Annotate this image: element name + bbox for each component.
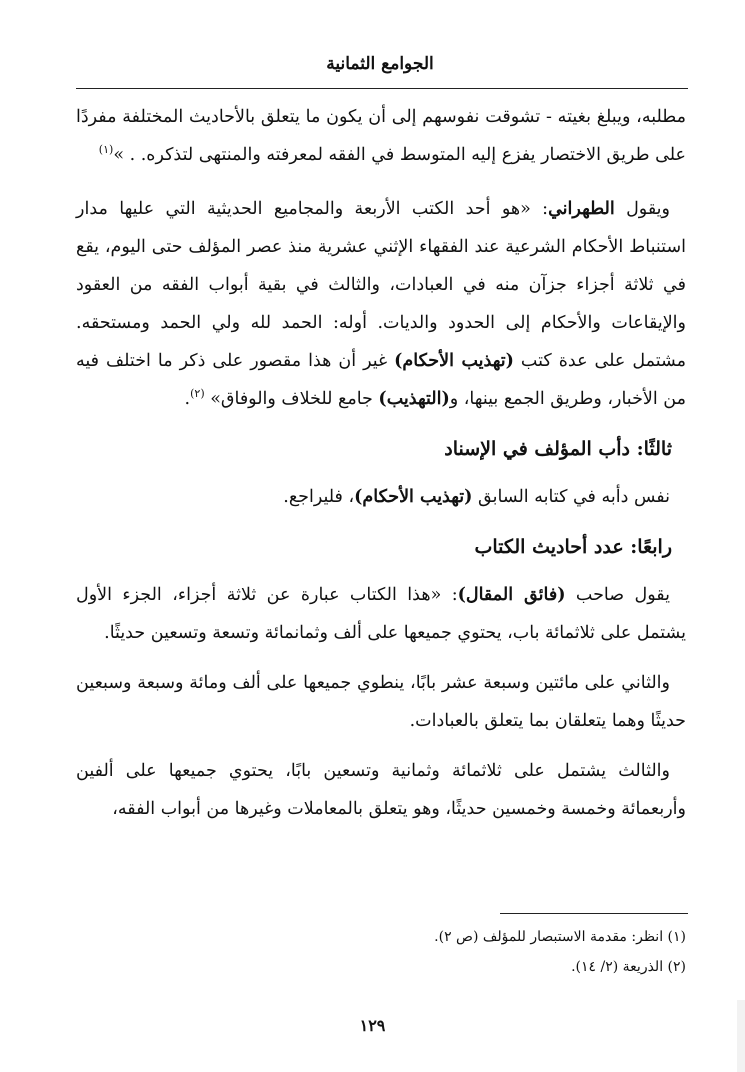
section-heading-isnad: ثالثًا: دأب المؤلف في الإسناد	[444, 438, 672, 460]
paragraph-text: : «هذا الكتاب عبارة عن ثلاثة أجزاء، الجزء الأول يشتمل على ثلاثمائة باب، يحتوي جميعها على ألف وثمانمائة وتسعة وتسعين حديثًا.	[76, 585, 686, 643]
paragraph-lead: ويقول	[626, 199, 670, 219]
book-title: (التهذيب)	[378, 389, 450, 409]
paragraph-third-part: والثالث يشتمل على ثلاثمائة وثمانية وتسعين بابًا، يحتوي جميعها على ألفين وأربعمائة وخمسة وخمسين حديثًا، وهو يتعلق بالمعاملات وغيرها من أبواب الفقه،	[76, 761, 686, 819]
paragraph-tehrani: ويقول الطهراني: «هو أحد الكتب الأربعة والمجاميع الحديثية التي عليها مدار استنباط الأحكام الشرعية عند الفقهاء الإثني عشرية منذ عصر المؤلف حتى اليوم، يقع في ثلاثة أجزاء جزآن منه في العبادات، والثالث في بقية أبواب الفقه من العقود والإيقاعات والأحكام إلى الحدود والديات. أوله: الحمد لله ولي الحمد ومستحقه. مشتمل على عدة كتب (تهذيب الأحكام) غير أن هذا مقصور على ذكر ما اختلف فيه من الأخبار، وطريق الجمع بينها، و(التهذيب) جامع للخلاف والوفاق» $^{(٢)}$.	[76, 199, 686, 409]
book-title: (فائق المقال)	[457, 585, 566, 605]
footnote-ref-2: (٢)	[190, 387, 205, 401]
section-heading-hadith-count: رابعًا: عدد أحاديث الكتاب	[474, 536, 672, 558]
running-header: الجوامع الثمانية	[326, 54, 434, 74]
paragraph-faiq	[76, 576, 686, 652]
footnote-ref-1: (١)	[98, 143, 114, 157]
book-title: (تهذيب الأحكام)	[394, 351, 514, 371]
paragraph-second-part: والثاني على مائتين وسبعة عشر بابًا، ينطوي جميعها على ألف ومائة وسبعة وسبعين حديثًا وهما يتعلقان بما يتعلق بالعبادات.	[76, 673, 686, 731]
paragraph-text: نفس دأبه في كتابه السابق	[478, 487, 670, 507]
book-title: (تهذيب الأحكام)	[354, 487, 473, 507]
paragraph-text: غير أن هذا مقصور على ذكر ما اختلف فيه من الأخبار، وطريق الجمع بينها، و	[76, 351, 686, 409]
footnote-rule	[500, 913, 688, 914]
footnote-2: (٢) الذريعة (٢/ ١٤).	[571, 959, 686, 975]
main-text	[76, 98, 686, 840]
paragraph-text: مطلبه، ويبلغ بغيته - تشوقت نفوسهم إلى أن يكون ما يتعلق بالأحاديث المختلفة مفردًا على طريق الاختصار يفزع إليه المتوسط في الفقه لمعرفته والمنتهى لتذكره. . »	[76, 107, 686, 165]
paragraph-text: جامع للخلاف والوفاق»	[210, 389, 373, 409]
header-rule	[76, 88, 688, 89]
paragraph-text: ، فليراجع.	[283, 487, 355, 507]
paragraph-isnad	[76, 478, 686, 516]
paragraph-text: يقول صاحب	[575, 585, 670, 605]
paragraph-continuation	[76, 98, 686, 174]
page-number: ١٢٩	[359, 1016, 386, 1035]
footnotes	[80, 922, 686, 982]
paragraph-text: : «هو أحد الكتب الأربعة والمجاميع الحديثية التي عليها مدار استنباط الأحكام الشرعية عند الفقهاء الإثني عشرية منذ عصر المؤلف حتى اليوم، يقع في ثلاثة أجزاء جزآن منه في العبادات، والثالث في بقية أبواب الفقه من العقود والإيقاعات والأحكام إلى الحدود والديات. أوله: الحمد لله ولي الحمد ومستحقه. مشتمل على عدة كتب	[76, 199, 686, 371]
author-name: الطهراني	[548, 199, 615, 219]
footnote-1: (١) انظر: مقدمة الاستبصار للمؤلف (ص ٢).	[434, 929, 686, 945]
page-edge-shadow	[737, 1000, 745, 1072]
